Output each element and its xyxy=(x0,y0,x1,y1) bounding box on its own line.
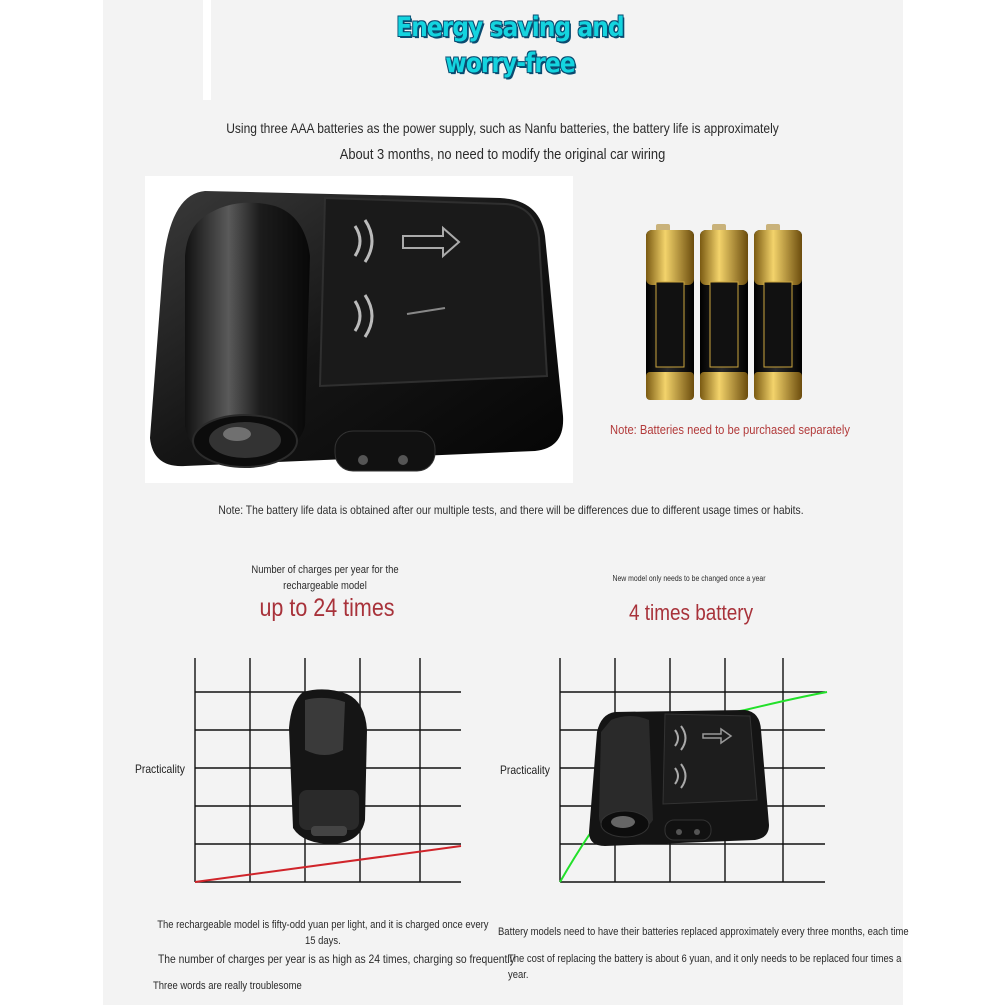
right-practicality-grid xyxy=(545,650,835,890)
rechargeable-device-illustration xyxy=(289,689,367,844)
left-footnote-1: The rechargeable model is fifty-odd yuan per light, and it is charged once every 15 days. xyxy=(157,919,489,947)
right-headline: 4 times battery xyxy=(628,600,754,625)
intro-line2: About 3 months, no need to modify the original car wiring xyxy=(339,146,666,163)
right-axis-label: Practicality xyxy=(500,763,550,777)
left-footnote-2: The number of charges per year is as high as 24 times, charging so frequently xyxy=(158,952,515,966)
battery-3 xyxy=(754,224,802,400)
battery-device-illustration xyxy=(589,710,769,846)
left-caption: Number of charges per year for the rechargeable model xyxy=(251,564,399,592)
intro-line1: Using three AAA batteries as the power supply, such as Nanfu batteries, the battery life is approximately xyxy=(226,120,779,136)
battery-2 xyxy=(700,224,748,400)
battery-1 xyxy=(646,224,694,400)
right-footnote-2: The cost of replacing the battery is about 6 yuan, and it only needs to be replaced four times a year. xyxy=(508,953,902,981)
left-trend-line xyxy=(195,846,461,882)
page-title-line2: worry-free xyxy=(445,48,575,79)
disclaimer-text: Note: The battery life data is obtained after our multiple tests, and there will be differences due to different usage times or habits. xyxy=(218,503,804,517)
left-axis-label: Practicality xyxy=(135,762,185,776)
title-accent-bar xyxy=(203,0,211,100)
left-grid-svg xyxy=(175,650,465,890)
left-headline: up to 24 times xyxy=(259,594,395,622)
right-footnote-1: Battery models need to have their batteries replaced approximately every three months, each time xyxy=(498,926,909,938)
left-footnote-3: Three words are really troublesome xyxy=(153,980,302,992)
right-grid-svg xyxy=(545,650,835,890)
projector-device-illustration xyxy=(145,176,573,483)
device-image xyxy=(145,176,573,483)
battery-note: Note: Batteries need to be purchased separately xyxy=(610,422,850,437)
right-caption: New model only needs to be changed once a year xyxy=(612,574,766,583)
page-title-line1: Energy saving and xyxy=(396,12,624,43)
batteries-image xyxy=(642,222,808,408)
left-practicality-grid xyxy=(175,650,465,890)
aaa-batteries-illustration xyxy=(642,222,808,408)
